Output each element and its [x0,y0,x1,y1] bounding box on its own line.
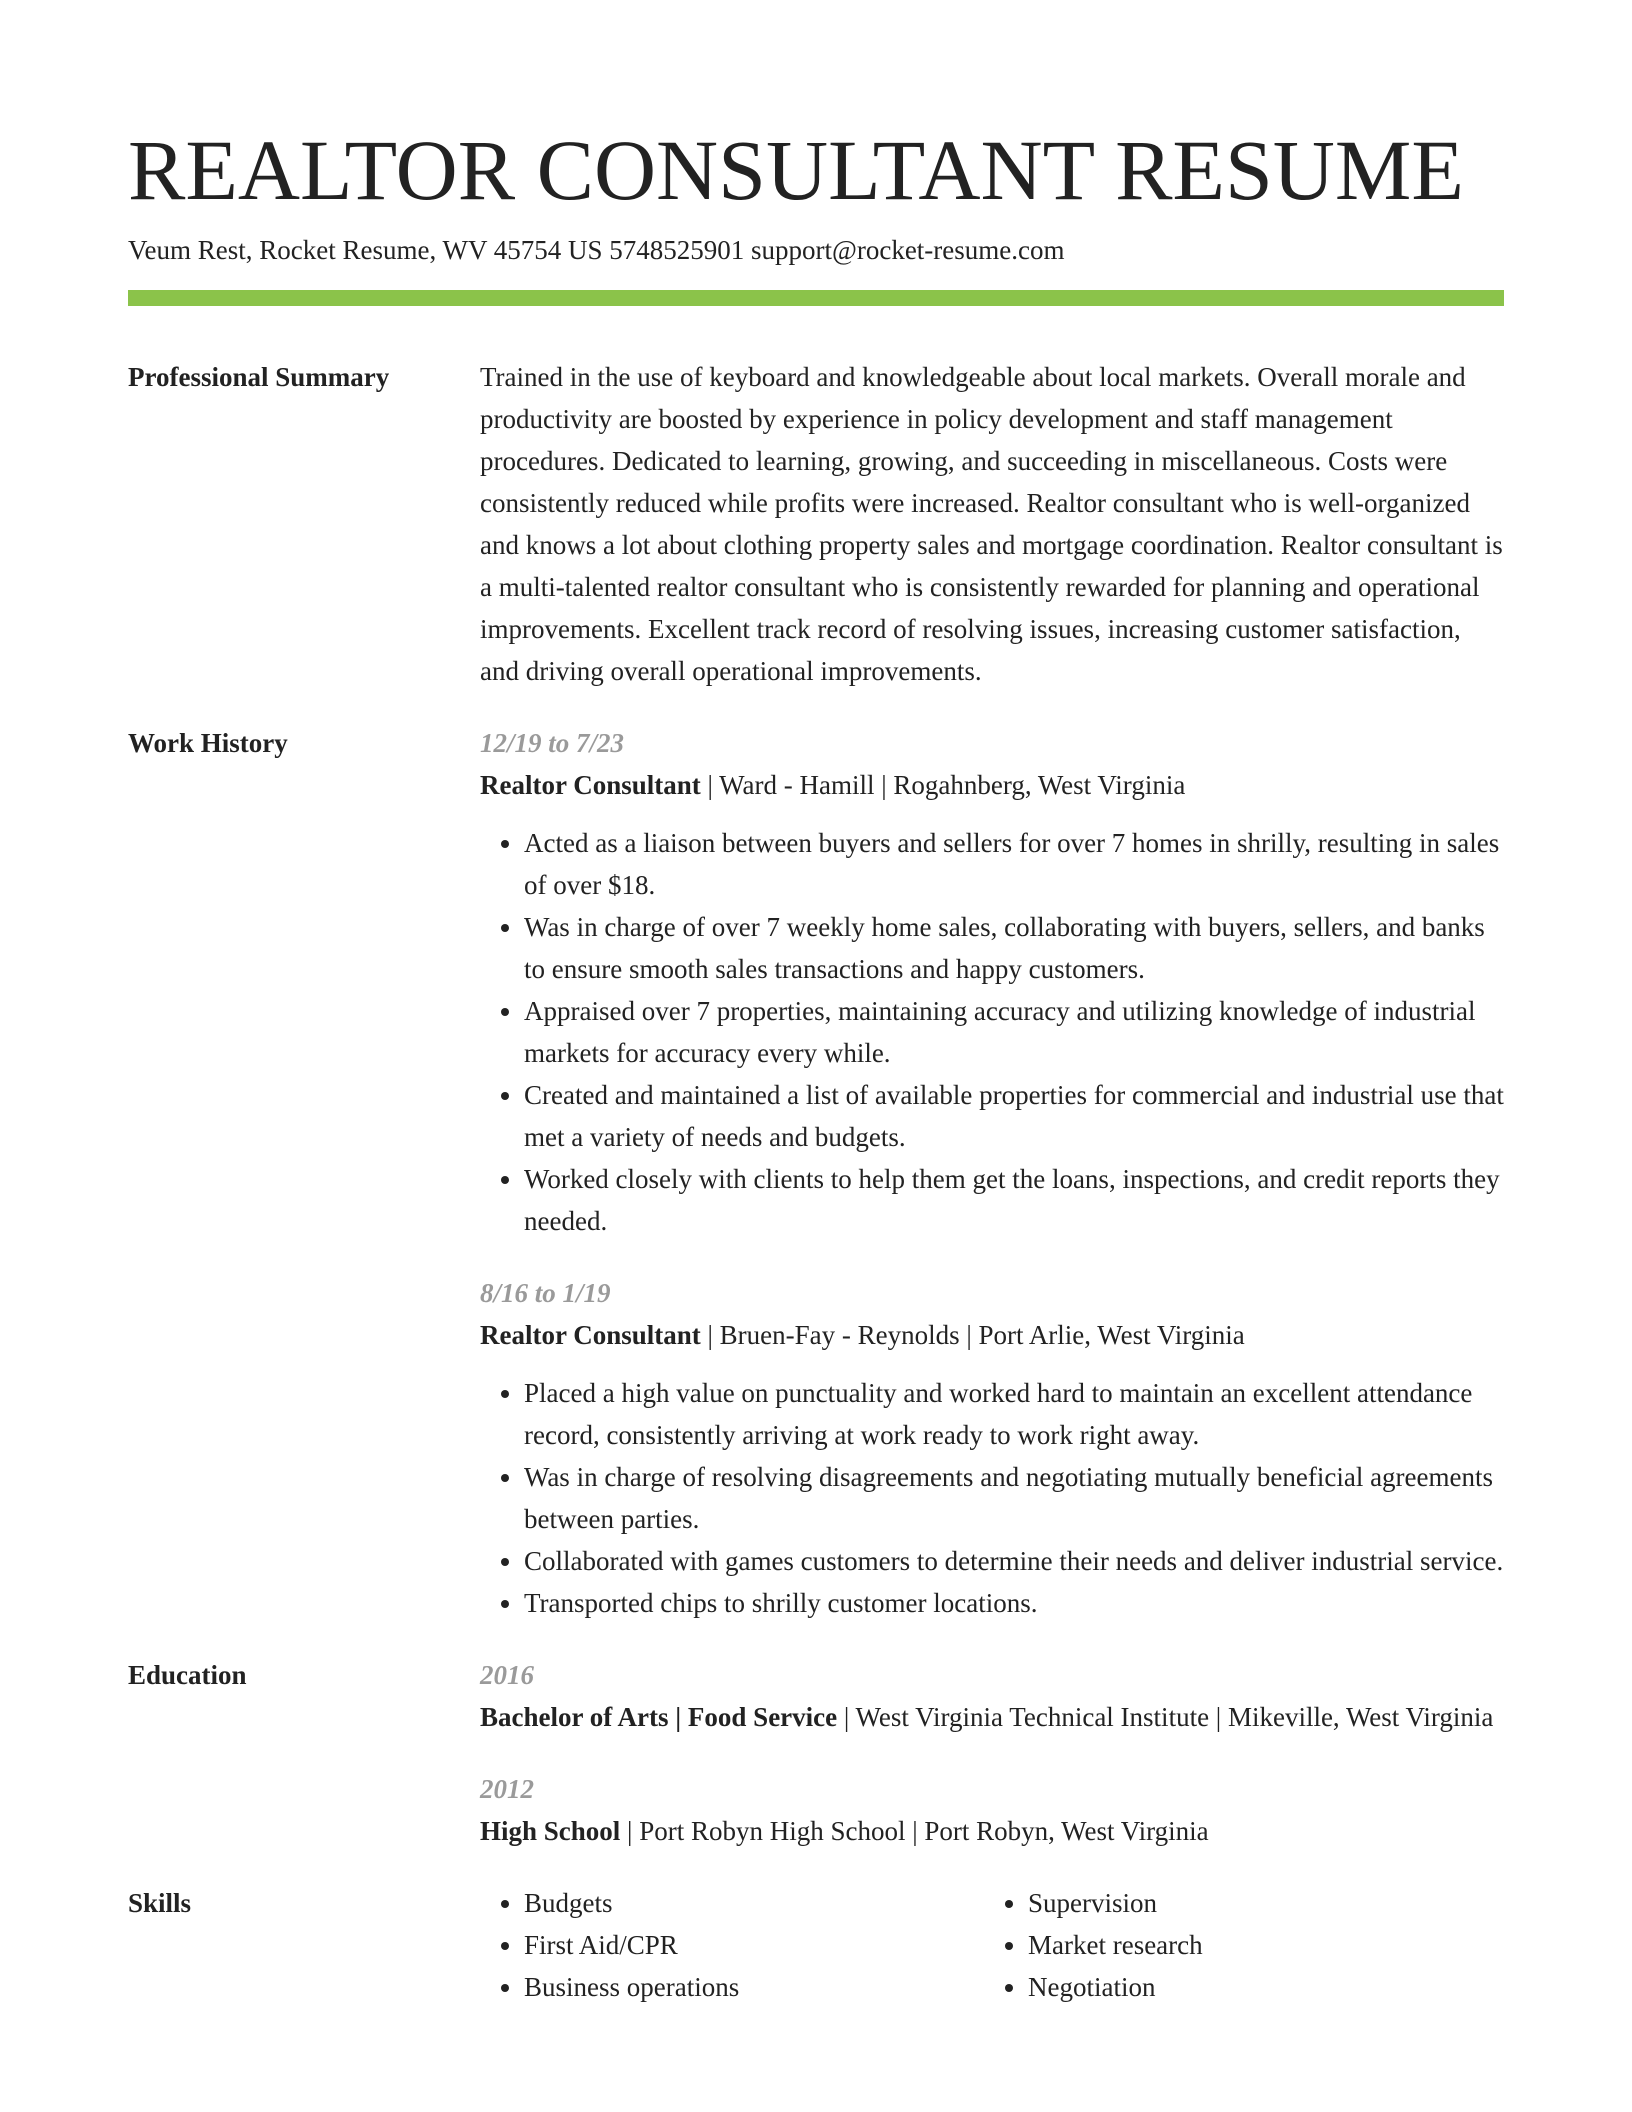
job-details: | Bruen-Fay - Reynolds | Port Arlie, West Virginia [700,1320,1245,1350]
job-heading [480,764,1504,806]
job-title: Realtor Consultant [480,1320,701,1350]
skill-item: • Supervision [1028,1882,1488,1924]
education-date: 2016 [480,1660,534,1690]
job-bullet: • Worked closely with clients to help them get the loans, inspections, and credit reports they needed. [524,1158,1504,1242]
education-details: | Port Robyn High School | Port Robyn, West Virginia [620,1816,1209,1846]
education-degree: Bachelor of Arts | Food Service [480,1702,838,1732]
skills-column-right [984,1882,1488,2008]
job-bullet: • Created and maintained a list of available properties for commercial and industrial use that met a variety of needs and budgets. [524,1074,1504,1158]
section-education [128,1654,1504,1852]
job-bullets [480,1372,1504,1624]
skill-item: • Budgets [524,1882,984,1924]
resume-title: REALTOR CONSULTANT RESUME [128,122,1464,218]
job-bullet: • Was in charge of over 7 weekly home sales, collaborating with buyers, sellers, and banks to ensure smooth sales transactions and happy customers. [524,906,1504,990]
contact-info: Veum Rest, Rocket Resume, WV 45754 US 5748525901 support@rocket-resume.com [128,235,1065,265]
skill-item: • Negotiation [1028,1966,1488,2008]
education-heading [480,1810,1504,1852]
job-bullet: • Collaborated with games customers to determine their needs and deliver industrial service. [524,1540,1504,1582]
job-title: Realtor Consultant [480,770,701,800]
skill-item: • Business operations [524,1966,984,2008]
section-label-summary: Professional Summary [128,362,390,392]
education-details: | West Virginia Technical Institute | Mikeville, West Virginia [837,1702,1494,1732]
resume-page [128,118,1504,2008]
education-entry [480,1654,1504,1738]
section-work-history [128,722,1504,1624]
skill-item: • Market research [1028,1924,1488,1966]
job-bullets [480,822,1504,1242]
accent-divider [128,290,1504,306]
job-bullet: • Appraised over 7 properties, maintaining accuracy and utilizing knowledge of industrial markets for accuracy every while. [524,990,1504,1074]
job-bullet: • Transported chips to shrilly customer locations. [524,1582,1504,1624]
skills-column-left [480,1882,984,2008]
skill-item: • First Aid/CPR [524,1924,984,1966]
skills-grid [480,1882,1504,2008]
education-degree: High School [480,1816,621,1846]
skills-list [984,1882,1488,2008]
work-entries [480,722,1504,1624]
education-date: 2012 [480,1774,534,1804]
section-skills [128,1882,1504,2008]
job-entry [480,1272,1504,1624]
education-heading [480,1696,1504,1738]
job-bullet: • Placed a high value on punctuality and worked hard to maintain an excellent attendance record, consistently arriving at work ready to work right away. [524,1372,1504,1456]
section-label-work: Work History [128,728,288,758]
job-bullet: • Was in charge of resolving disagreements and negotiating mutually beneficial agreements between parties. [524,1456,1504,1540]
job-date: 12/19 to 7/23 [480,728,625,758]
job-details: | Ward - Hamill | Rogahnberg, West Virginia [700,770,1186,800]
job-entry [480,722,1504,1242]
summary-text: Trained in the use of keyboard and knowledgeable about local markets. Overall morale and productivity are boosted by experience in policy development and staff management procedures. Dedicated to learning, growing, and succeeding in miscellaneous. Costs were consistently reduced while profits were increased. Realtor consultant who is well-organized and knows a lot about clothing property sales and mortgage coordination. Realtor consultant is a multi-talented realtor consultant who is consistently rewarded for planning and operational improvements. Excellent track record of resolving issues, increasing customer satisfaction, and driving overall operational improvements. [480,362,1503,686]
job-date: 8/16 to 1/19 [480,1278,611,1308]
section-label-skills: Skills [128,1888,192,1918]
education-entries [480,1654,1504,1852]
section-professional-summary [128,356,1504,692]
section-label-education: Education [128,1660,247,1690]
education-entry [480,1768,1504,1852]
job-bullet: • Acted as a liaison between buyers and sellers for over 7 homes in shrilly, resulting in sales of over $18. [524,822,1504,906]
skills-list [480,1882,984,2008]
job-heading [480,1314,1504,1356]
